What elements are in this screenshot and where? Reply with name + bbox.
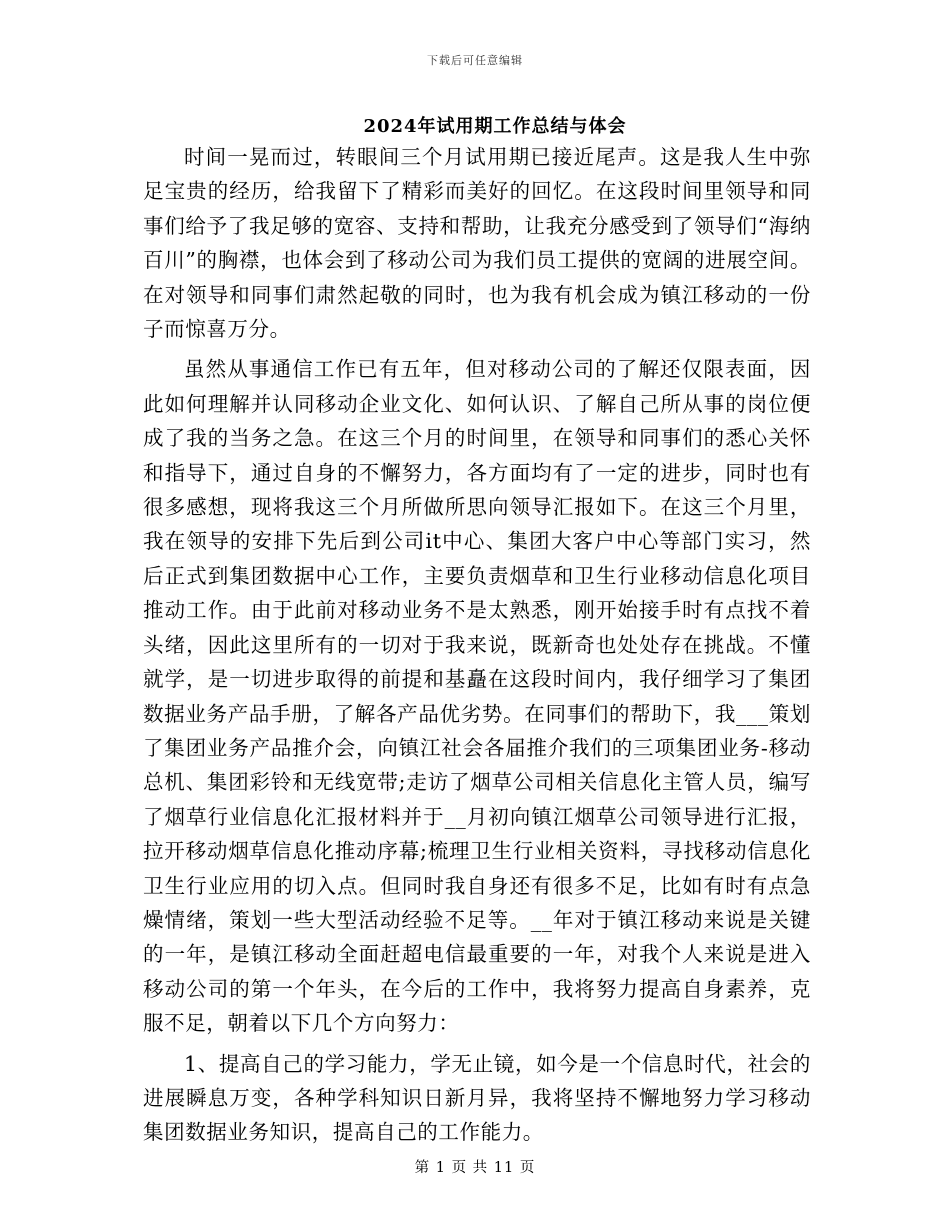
- document-body: [143, 140, 811, 1156]
- header-note: 下载后可任意编辑: [427, 54, 523, 67]
- page-number: 第 1 页 共 11 页: [414, 1160, 536, 1176]
- paragraph-intro: 时间一晃而过，转眼间三个月试用期已接近尾声。这是我人生中弥足宝贵的经历，给我留下了精彩而美好的回忆。在这段时间里领导和同事们给予了我足够的宽容、支持和帮助，让我充分感受到了领导们“海纳百川”的胸襟，也体会到了移动公司为我们员工提供的宽阔的进展空间。在对领导和同事们肃然起敬的同时，也为我有机会成为镇江移动的一份子而惊喜万分。: [143, 145, 811, 342]
- paragraph-main: 虽然从事通信工作已有五年，但对移动公司的了解还仅限表面，因此如何理解并认同移动企业文化、如何认识、了解自己所从事的岗位便成了我的当务之急。在这三个月的时间里，在领导和同事们的悉心关怀和指导下，通过自身的不懈努力，各方面均有了一定的进步，同时也有很多感想，现将我这三个月所做所思向领导汇报如下。在这三个月里，我在领导的安排下先后到公司it中心、集团大客户中心等部门实习，然后正式到集团数据中心工作，主要负责烟草和卫生行业移动信息化项目推动工作。由于此前对移动业务不是太熟悉，刚开始接手时有点找不着头绪，因此这里所有的一切对于我来说，既新奇也处处存在挑战。不懂就学，是一切进步取得的前提和基矗在这段时间内，我仔细学习了集团数据业务产品手册，了解各产品优劣势。在同事们的帮助下，我___策划了集团业务产品推介会，向镇江社会各届推介我们的三项集团业务-移动总机、集团彩铃和无线宽带;走访了烟草公司相关信息化主管人员，编写了烟草行业信息化汇报材料并于__月初向镇江烟草公司领导进行汇报，拉开移动烟草信息化推动序幕;梳理卫生行业相关资料，寻找移动信息化卫生行业应用的切入点。但同时我自身还有很多不足，比如有时有点急燥情绪，策划一些大型活动经验不足等。__年对于镇江移动来说是关键的一年，是镇江移动全面赶超电信最重要的一年，对我个人来说是进入移动公司的第一个年头，在今后的工作中，我将努力提高自身素养，克服不足，朝着以下几个方向努力：: [143, 357, 811, 1036]
- paragraph-point-1: 1、提高自己的学习能力，学无止镜，如今是一个信息时代，社会的进展瞬息万变，各种学科知识日新月异，我将坚持不懈地努力学习移动集团数据业务知识，提高自己的工作能力。: [143, 1051, 811, 1145]
- document-title: 2024年试用期工作总结与体会: [363, 116, 627, 137]
